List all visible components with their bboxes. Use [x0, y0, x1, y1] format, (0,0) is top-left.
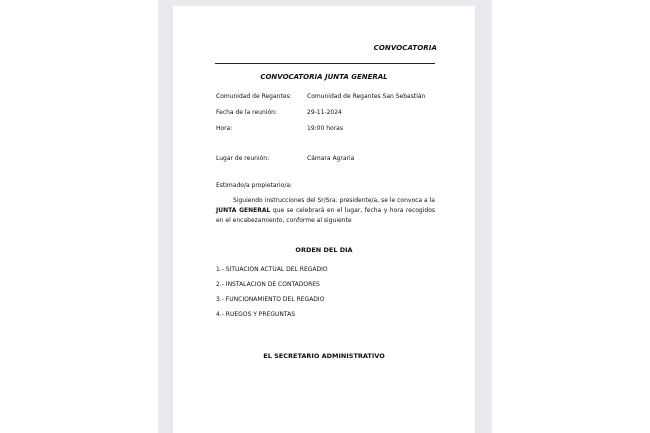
paragraph-bold-text: JUNTA GENERAL: [216, 207, 271, 214]
paragraph-text-part1: Siguiendo instrucciones del Sr/Sra. presidente/a, se le convoca a la: [233, 197, 435, 204]
info-label: Comunidad de Regantes:: [216, 92, 292, 100]
info-label: Fecha de la reunión:: [216, 108, 277, 116]
info-label: Lugar de reunión:: [216, 154, 270, 162]
info-row-place: [216, 150, 436, 166]
header-rule: [215, 63, 435, 64]
header-label: CONVOCATORIA: [373, 44, 437, 52]
agenda-item: 1.- SITUACION ACTUAL DEL REGADIO: [216, 266, 328, 273]
info-row-time: [216, 120, 436, 136]
info-value: Cámara Agraria: [307, 154, 355, 162]
agenda-item: 3.- FUNCIONAMIENTO DEL REGADIO: [216, 296, 325, 303]
greeting: Estimado/a propietario/a:: [216, 182, 293, 189]
info-row-date: [216, 104, 436, 120]
meeting-info: [216, 88, 436, 166]
info-row-community: [216, 88, 436, 104]
paragraph-text-part2: que se celebrará en el lugar, fecha y hora recogidos en el encabezamiento, conforme al siguiente: [216, 207, 435, 224]
body-paragraph: [216, 196, 435, 226]
signature-line: EL SECRETARIO ADMINISTRATIVO: [263, 352, 385, 360]
document-title: CONVOCATORIA JUNTA GENERAL: [260, 73, 388, 81]
info-spacer: [216, 136, 436, 150]
info-value: 29-11-2024: [307, 108, 342, 116]
document-page: [173, 6, 475, 433]
info-label: Hora:: [216, 124, 233, 132]
agenda-list: [216, 262, 436, 322]
agenda-item: 4.- RUEGOS Y PREGUNTAS: [216, 311, 296, 318]
agenda-title: ORDEN DEL DIA: [295, 246, 353, 254]
info-value: Comunidad de Regantes San Sebastián: [307, 92, 426, 100]
info-value: 19:00 horas: [307, 124, 343, 132]
agenda-item: 2.- INSTALACION DE CONTADORES: [216, 281, 320, 288]
